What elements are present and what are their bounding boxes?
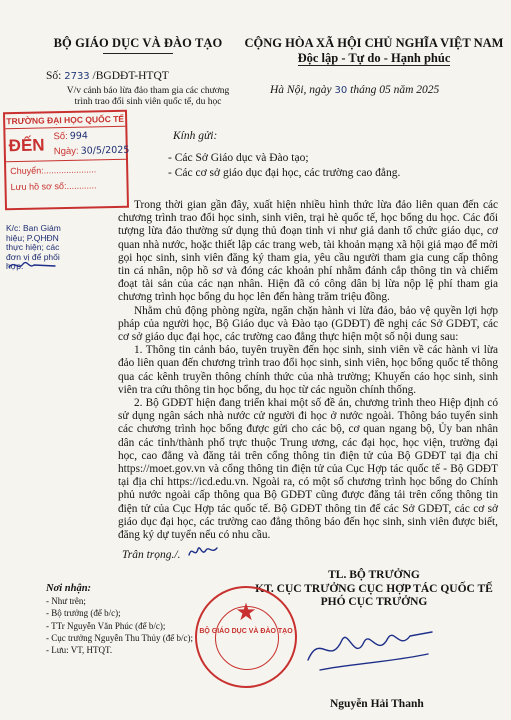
recipient-2: - Các cơ sở giáo dục đại học, các trường cao đẳng. (168, 167, 401, 179)
handwritten-side-note: K/c: Ban Giám hiệu; P.QHĐN thực hiện; các đơn vị để phối hợp. (6, 223, 61, 271)
paragraph-item-1: 1. Thông tin cảnh báo, tuyên truyền đến học sinh, sinh viên về các hành vi lừa đảo liên quan đến chương trình trao đổi học sinh, sinh viên, học bổng quốc tế thông qua các kênh truyền thông chính thức của nhà trường; Khuyến cáo học sinh, sinh viên tra cứu thông tin học bổng, du học từ các nguồn chính thống. (118, 344, 498, 396)
noi-nhan-item: - TTr Nguyễn Văn Phúc (để b/c); (46, 620, 166, 631)
subject-line-1: V/v cảnh báo lừa đảo tham gia các chương (66, 86, 230, 96)
paragraph-intro: Trong thời gian gần đây, xuất hiện nhiều hình thức lừa đảo liên quan đến các chương trình trao đổi học sinh, sinh viên, trại hè quốc tế, học bổng du học. Các đối tượng lừa đảo thường sử dụng thủ đoạn tinh vi như giả danh tổ chức giáo dục, cơ quan nhà nước, hoặc thiết lập các trang web, tài khoản mạng xã hội giả mạo để mời gọi học sinh, sinh viên đăng ký tham gia, yêu cầu người tham gia cung cấp thông tin cá nhân, nộp hồ sơ và đóng các khoản phí nhằm đánh cắp thông tin và chiếm đoạt tài sản của các nạn nhân. Hiện đã có công dân bị lừa nộp lệ phí tham gia chương trình học bổng du học lên đến hàng trăm triệu đồng. (118, 199, 498, 304)
closing-text: Trân trọng./. (122, 549, 181, 561)
recipient-1: - Các Sở Giáo dục và Đào tạo; (168, 152, 309, 164)
stamp-ngay (54, 145, 130, 158)
initial-signature (186, 541, 220, 561)
noi-nhan-item: - Bộ trưởng (để b/c); (46, 608, 121, 619)
date-place: Hà Nội, ngày (270, 84, 332, 96)
signer-line-1: TL. BỘ TRƯỞNG (328, 569, 420, 581)
noi-nhan-item: - Như trên; (46, 596, 86, 607)
stamp-ngay-label: Ngày: (53, 145, 79, 158)
noi-nhan-title: Nơi nhận: (46, 583, 92, 594)
doc-no-prefix: Số: (46, 70, 62, 82)
stamp-so (53, 131, 88, 143)
stamp-ngay-value: 30/5/2025 (80, 144, 130, 157)
ministry-name: BỘ GIÁO DỤC VÀ ĐÀO TẠO (53, 36, 223, 50)
paragraph-request: Nhằm chủ động phòng ngừa, ngăn chặn hành vi lừa đảo, bảo vệ quyền lợi hợp pháp của người học, Bộ Giáo dục và Đào tạo (GDĐT) đề nghị các Sở GDĐT, các cơ sở giáo dục đại học, các trường cao đẳng thực hiện một số nội dung sau: (118, 304, 498, 344)
stamp-so-label: Số: (53, 130, 68, 143)
signer-line-2: KT. CỤC TRƯỞNG CỤC HỢP TÁC QUỐC TẾ (255, 582, 493, 595)
official-seal (195, 586, 297, 688)
side-note-initials (6, 256, 62, 274)
date-day: 30 (334, 85, 348, 96)
paragraph-item-2: 2. Bộ GDĐT hiện đang triển khai một số đề án, chương trình theo Hiệp định có sử dụng ngân sách nhà nước cử người đi học ở nước ngoài. Thông báo tuyển sinh các chương trình học bổng được gửi cho các bộ, cơ quan ngang bộ, Ủy ban nhân dân các tỉnh/thành phố trực thuộc Trung ương, các đại học, học viện, trường đại học, cao đẳng và đăng tải trên cổng thông tin điện tử của Bộ GDĐT tại địa chỉ https://moet.gov.vn và cổng thông tin điện tử của Cục Hợp tác quốc tế - Bộ GDĐT tại địa chỉ https://icd.edu.vn. Ngoài ra, có một số chương trình học bổng do Chính phủ nước ngoài cấp thông qua Bộ GDĐT cũng được đăng tải trên cổng thông tin điện tử của Cục Hợp tác quốc tế. Bộ GDĐT thông tin để các Sở GDĐT, các cơ sở giáo dục đại học, các trường cao đẳng thông báo đến học sinh, sinh viên được biết, đăng ký dự tuyển nếu có nhu cầu. (118, 397, 498, 542)
date-month: tháng 05 (350, 84, 391, 96)
stamp-luu: Lưu hồ sơ số:............ (10, 180, 97, 193)
stamp-divider (6, 159, 126, 163)
country-name: CỘNG HÒA XÃ HỘI CHỦ NGHĨA VIỆT NAM (244, 36, 504, 50)
noi-nhan-block (46, 583, 193, 656)
header-left (28, 36, 248, 54)
stamp-org: TRƯỜNG ĐẠI HỌC QUỐC TẾ (5, 112, 125, 130)
stamp-den: ĐẾN (8, 135, 45, 156)
date-line (270, 84, 439, 96)
main-signature (300, 612, 440, 682)
national-motto (240, 51, 508, 66)
stamp-chuyen: Chuyển:..................... (10, 164, 97, 177)
document-body (118, 199, 498, 542)
noi-nhan-item: - Cục trưởng Nguyễn Thu Thủy (để b/c); (46, 632, 194, 643)
ministry-underline (103, 53, 173, 54)
document-number (46, 70, 169, 82)
document-subject (50, 86, 246, 108)
signer-name: Nguyễn Hải Thanh (330, 698, 424, 710)
signer-line-3: PHÓ CỤC TRƯỞNG (320, 596, 428, 608)
noi-nhan-item: - Lưu: VT, HTQT. (46, 645, 113, 656)
header-right (240, 36, 508, 66)
date-year: năm 2025 (393, 84, 440, 96)
received-stamp (3, 110, 129, 211)
doc-no-handwritten: 2733 (64, 71, 90, 82)
kinh-gui: Kính gửi: (173, 130, 218, 142)
doc-no-suffix: /BGDĐT-HTQT (92, 70, 169, 82)
seal-star-icon: ★ (235, 600, 257, 626)
stamp-so-value: 994 (69, 130, 89, 142)
motto-text: Độc lập - Tự do - Hạnh phúc (297, 51, 451, 65)
subject-line-2: trình trao đổi sinh viên quốc tế, du học (74, 97, 222, 107)
seal-text: BỘ GIÁO DỤC VÀ ĐÀO TẠO (199, 628, 293, 635)
